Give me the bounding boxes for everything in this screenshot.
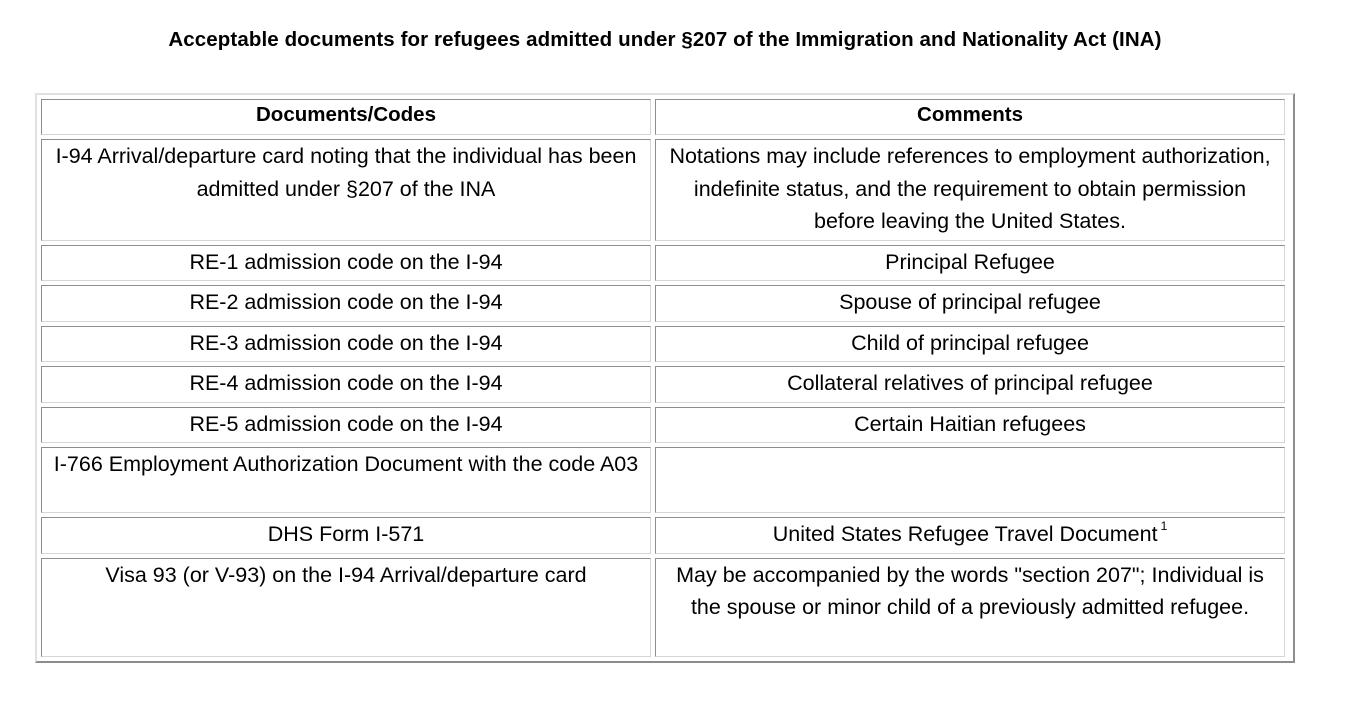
table-row — [41, 407, 1285, 444]
comment-cell: Certain Haitian refugees — [655, 407, 1285, 444]
table-row — [41, 366, 1285, 403]
table-row — [41, 245, 1285, 282]
comment-cell: Notations may include references to employment authorization, indefinite status, and the requirement to obtain permission before leaving the United States. — [655, 139, 1285, 241]
table-header-row — [41, 99, 1285, 135]
document-cell: RE-5 admission code on the I-94 — [41, 407, 651, 444]
document-cell: RE-1 admission code on the I-94 — [41, 245, 651, 282]
column-header-comments: Comments — [655, 99, 1285, 135]
comment-cell: Spouse of principal refugee — [655, 285, 1285, 322]
document-cell: I-94 Arrival/departure card noting that the individual has been admitted under §207 of the INA — [41, 139, 651, 241]
table-row — [41, 139, 1285, 241]
document-cell: DHS Form I-571 — [41, 517, 651, 554]
column-header-documents: Documents/Codes — [41, 99, 651, 135]
page-title: Acceptable documents for refugees admitted under §207 of the Immigration and Nationality Act (INA) — [168, 28, 1162, 51]
document-cell: RE-2 admission code on the I-94 — [41, 285, 651, 322]
comment-cell — [655, 517, 1285, 554]
table-row — [41, 447, 1285, 513]
table-row — [41, 285, 1285, 322]
comment-cell: Collateral relatives of principal refugee — [655, 366, 1285, 403]
comment-text: United States Refugee Travel Document — [772, 522, 1158, 546]
table-row — [41, 326, 1285, 363]
document-cell: RE-3 admission code on the I-94 — [41, 326, 651, 363]
comment-cell: Principal Refugee — [655, 245, 1285, 282]
document-cell: RE-4 admission code on the I-94 — [41, 366, 651, 403]
table-row — [41, 558, 1285, 657]
documents-table-grid — [37, 95, 1289, 661]
document-cell: Visa 93 (or V-93) on the I-94 Arrival/departure card — [41, 558, 651, 657]
footnote-marker: 1 — [1160, 519, 1168, 533]
document-cell: I-766 Employment Authorization Document with the code A03 — [41, 447, 651, 513]
documents-table — [35, 93, 1295, 663]
comment-cell: May be accompanied by the words "section 207"; Individual is the spouse or minor child of a previously admitted refugee. — [655, 558, 1285, 657]
table-row — [41, 517, 1285, 554]
comment-cell: Child of principal refugee — [655, 326, 1285, 363]
comment-cell — [655, 447, 1285, 513]
